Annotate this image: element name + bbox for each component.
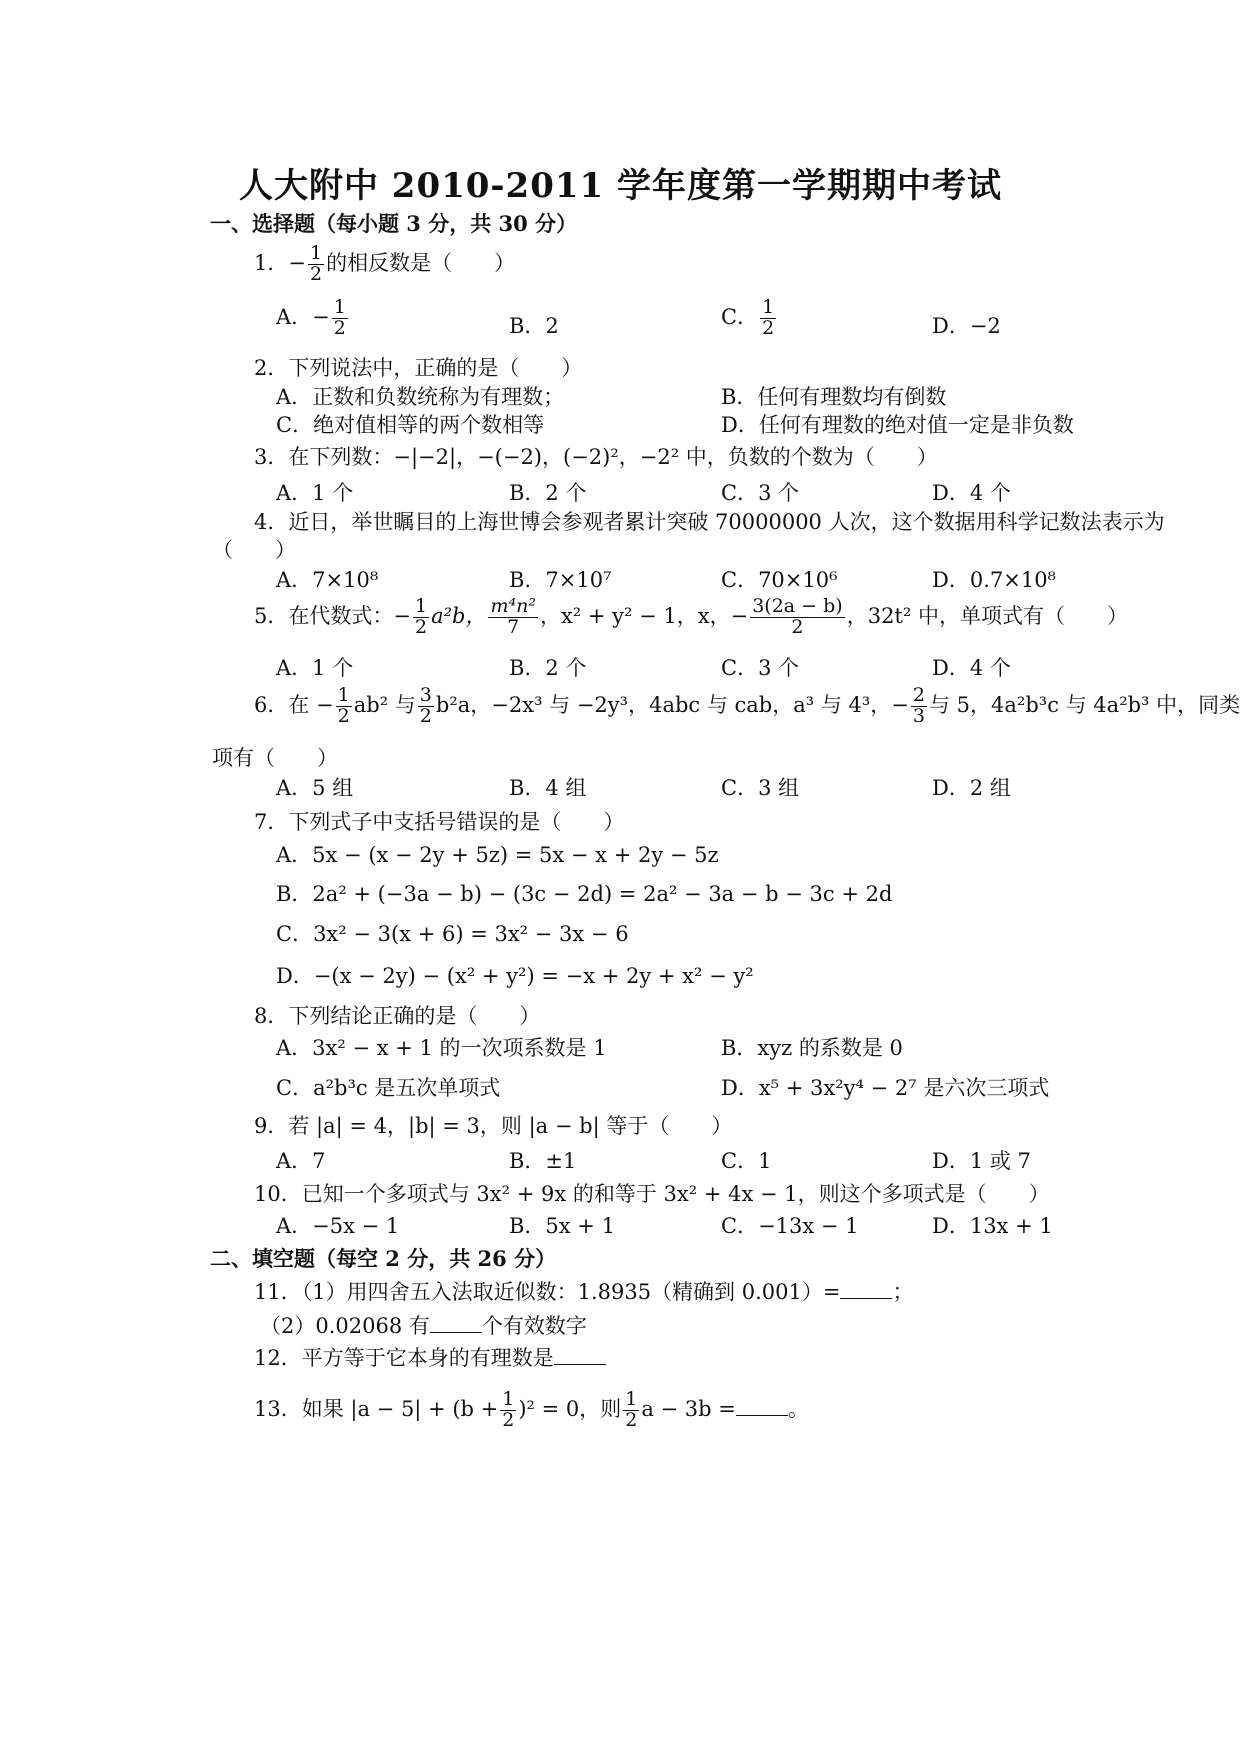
q6-option-d: D．2 组 (932, 776, 1011, 800)
q5-option-a: A．1 个 (276, 656, 354, 680)
section-choice-heading: 一、选择题（每小题 3 分，共 30 分） (210, 211, 578, 236)
q7-option-d: D．−(x − 2y) − (x² + y²) = −x + 2y + x² − y² (276, 964, 754, 988)
q5-option-d: D．4 个 (932, 656, 1011, 680)
question-8: 8．下列结论正确的是（ ） (254, 1004, 541, 1028)
q9-option-d: D．1 或 7 (932, 1149, 1031, 1173)
q4-option-c: C．70×10⁶ (721, 568, 838, 592)
q9-option-a: A．7 (276, 1149, 326, 1173)
question-6: 6．在 − $\frac{1}{2}$ ab² 与 $\frac{3}{2}$ b²a，−2x³ 与 −2y³，4abc 与 cab，a³ 与 4³，− $\frac{2}{3}$ 与 5，4a²b³c 与 4a²b³ 中，同类 (254, 684, 1241, 727)
q1-option-b: B．2 (509, 314, 559, 338)
q7-option-a: A．5x − (x − 2y + 5z) = 5x − x + 2y − 5z (276, 843, 719, 867)
q12-blank[interactable] (554, 1346, 606, 1365)
q4-option-d: D．0.7×10⁸ (932, 568, 1056, 592)
question-13: 13．如果 |a − 5| + (b + $\frac{1}{2}$ )² = 0，则 $\frac{1}{2}$ a − 3b = 。 (254, 1388, 809, 1431)
q6-options (276, 772, 1206, 806)
question-7: 7．下列式子中支括号错误的是（ ） (254, 810, 625, 834)
q2-option-d: D．任何有理数的绝对值一定是非负数 (721, 413, 1074, 437)
q1-number: 1． (254, 250, 289, 275)
question-3: 3．在下列数：−|−2|，−(−2)，(−2)²，−2² 中，负数的个数为（ ） (254, 445, 938, 469)
q7-option-c: C．3x² − 3(x + 6) = 3x² − 3x − 6 (276, 922, 629, 946)
q8-option-b: B．xyz 的系数是 0 (721, 1036, 903, 1060)
q10-option-d: D．13x + 1 (932, 1214, 1053, 1238)
q3-option-d: D．4 个 (932, 481, 1011, 505)
q4-continuation: （ ） (212, 538, 296, 562)
q6-option-c: C．3 组 (721, 776, 800, 800)
question-5: 5．在代数式：− $\frac{1}{2}$ a²b， $\frac{\text{m⁴n²}}{7}$ ，x² + y² − 1，x，− $\frac{3(2a - b)}{2}$ ，32t² 中，单项式有（ ） (254, 595, 1128, 638)
q1-option-a: A．− $\frac{1}{2}$ (276, 296, 346, 339)
q1-minus: − (288, 250, 306, 275)
q5-option-b: B．2 个 (509, 656, 587, 680)
q8-option-d: D．x⁵ + 3x²y⁴ − 2⁷ 是六次三项式 (721, 1076, 1050, 1100)
q4-options (276, 564, 1206, 598)
q1-text: 的相反数是（ ） (326, 250, 516, 275)
exam-title: 人大附中 2010-2011 学年度第一学期期中考试 (238, 166, 1003, 206)
q1-option-c: C． $\frac{1}{2}$ (721, 296, 775, 339)
q3-option-c: C．3 个 (721, 481, 800, 505)
question-9: 9．若 |a| = 4，|b| = 3，则 |a − b| 等于（ ） (254, 1114, 733, 1138)
q1-options (276, 296, 1206, 339)
q10-option-a: A．−5x − 1 (276, 1214, 400, 1238)
q9-option-b: B．±1 (509, 1149, 577, 1173)
q1-option-d: D．−2 (932, 314, 1001, 338)
q6-option-a: A．5 组 (276, 776, 354, 800)
q6-continuation: 项有（ ） (212, 746, 338, 770)
q3-option-b: B．2 个 (509, 481, 587, 505)
q8-option-c: C．a²b³c 是五次单项式 (276, 1076, 501, 1100)
q5-option-c: C．3 个 (721, 656, 800, 680)
q5-options (276, 652, 1206, 686)
q9-options (276, 1145, 1206, 1179)
q11-blank-1[interactable] (840, 1280, 892, 1299)
q2-option-c: C．绝对值相等的两个数相等 (276, 413, 545, 437)
q2-option-b: B．任何有理数均有倒数 (721, 385, 947, 409)
question-12: 12．平方等于它本身的有理数是 (254, 1342, 606, 1372)
q10-option-c: C．−13x − 1 (721, 1214, 859, 1238)
q7-option-b: B．2a² + (−3a − b) − (3c − 2d) = 2a² − 3a − b − 3c + 2d (276, 882, 893, 906)
q8-options-row2 (276, 1072, 1206, 1104)
question-11-part1: 11．（1）用四舍五入法取近似数：1.8935（精确到 0.001）= ； (254, 1280, 914, 1304)
q13-blank[interactable] (736, 1397, 788, 1416)
q2-option-a: A．正数和负数统称为有理数； (276, 385, 565, 409)
q4-option-b: B．7×10⁷ (509, 568, 612, 592)
q6-option-b: B．4 组 (509, 776, 587, 800)
section-fill-heading: 二、填空题（每空 2 分，共 26 分） (210, 1246, 557, 1271)
q8-option-a: A．3x² − x + 1 的一次项系数是 1 (276, 1036, 607, 1060)
q2-options-row2 (276, 409, 1206, 441)
question-11-part2: （2）0.02068 有 个有效数字 (260, 1314, 587, 1338)
q3-option-a: A．1 个 (276, 481, 354, 505)
question-2: 2．下列说法中，正确的是（ ） (254, 356, 583, 380)
question-10: 10．已知一个多项式与 3x² + 9x 的和等于 3x² + 4x − 1，则这个多项式是（ ） (254, 1182, 1050, 1206)
q11-blank-2[interactable] (430, 1314, 482, 1333)
question-4: 4．近日，举世瞩目的上海世博会参观者累计突破 70000000 人次，这个数据用科学记数法表示为 (254, 510, 1165, 534)
q9-option-c: C．1 (721, 1149, 772, 1173)
q1-fraction: $\frac{1}{2}$ (309, 242, 323, 285)
q10-option-b: B．5x + 1 (509, 1214, 615, 1238)
q4-option-a: A．7×10⁸ (276, 568, 379, 592)
question-1 (254, 244, 515, 285)
q10-options (276, 1210, 1206, 1244)
q8-options-row1 (276, 1032, 1206, 1064)
